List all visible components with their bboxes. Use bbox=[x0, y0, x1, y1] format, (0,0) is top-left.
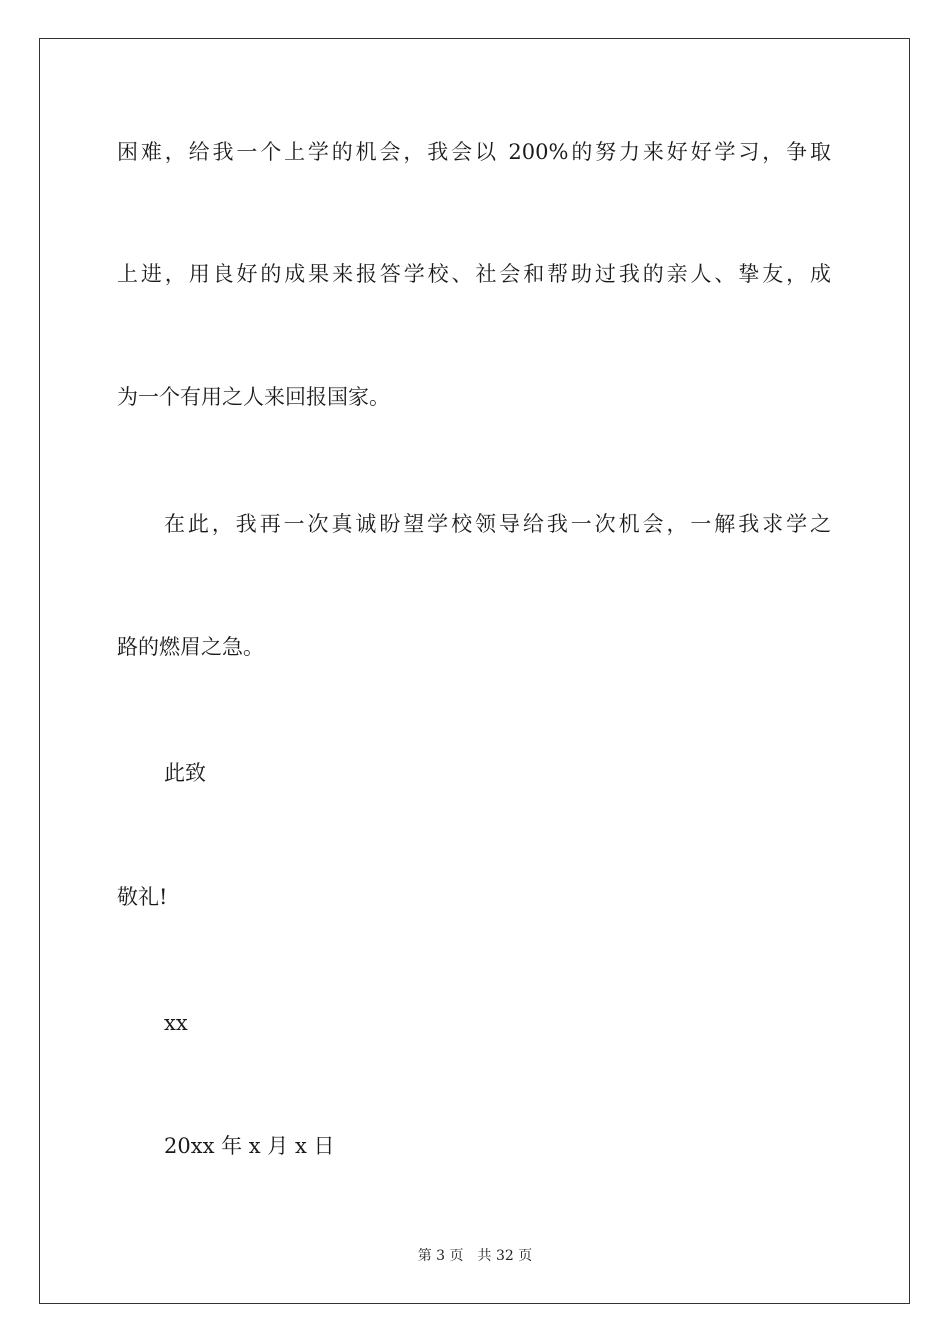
body-line-5: 路的燃眉之急。 bbox=[117, 635, 264, 659]
signature-date: 20xx 年 x 月 x 日 bbox=[164, 1134, 335, 1158]
body-line-2: 上进，用良好的成果来报答学校、社会和帮助过我的亲人、挚友，成 bbox=[117, 262, 831, 286]
page-border bbox=[39, 38, 910, 1304]
body-line-4: 在此，我再一次真诚盼望学校领导给我一次机会，一解我求学之 bbox=[164, 512, 831, 536]
signature-name: xx bbox=[164, 1011, 188, 1035]
page-number: 第 3 页 bbox=[417, 1248, 464, 1264]
salutation-closing: 此致 bbox=[164, 761, 206, 785]
salutation-respect: 敬礼! bbox=[117, 885, 168, 909]
body-line-3: 为一个有用之人来回报国家。 bbox=[117, 385, 390, 409]
page-footer bbox=[0, 1247, 950, 1265]
page-total: 共 32 页 bbox=[477, 1248, 533, 1264]
body-line-1: 困难，给我一个上学的机会，我会以 200%的努力来好好学习，争取 bbox=[117, 140, 831, 164]
